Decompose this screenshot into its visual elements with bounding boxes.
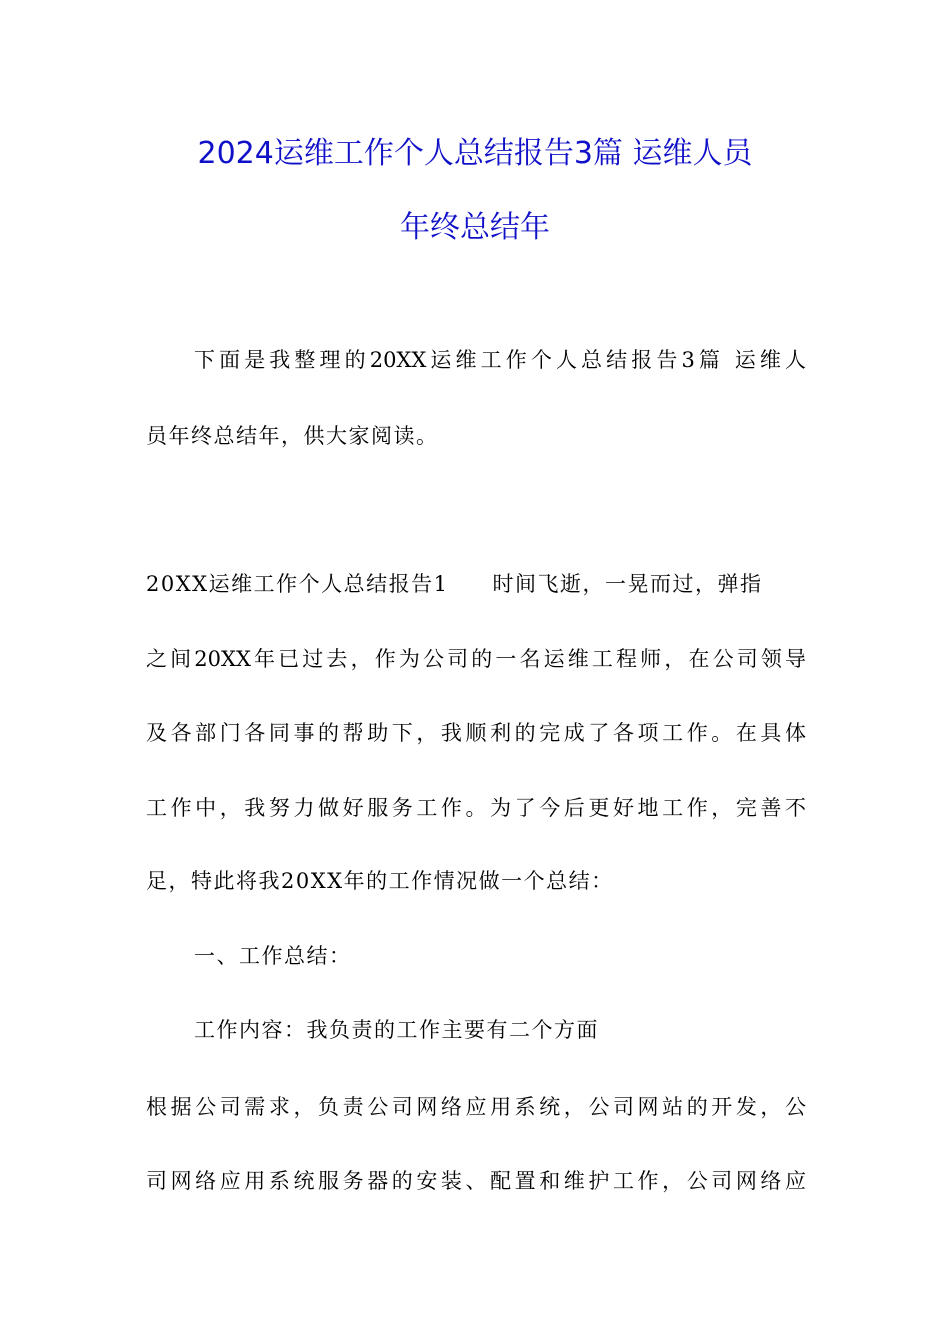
report-heading: 20XX运维工作个人总结报告1 xyxy=(146,572,449,596)
work-content-line: 工作内容：我负责的工作主要有二个方面 xyxy=(194,1018,599,1042)
intro-line-2: 员年终总结年，供大家阅读。 xyxy=(146,424,439,448)
body-line-3: 及各部门各同事的帮助下，我顺利的完成了各项工作。在具体 xyxy=(146,721,806,745)
detail-line-2: 司网络应用系统服务器的安装、配置和维护工作，公司网络应 xyxy=(146,1169,806,1193)
body-line-1: 时间飞逝，一晃而过，弹指 xyxy=(492,572,763,596)
body-line-5: 足，特此将我20XX年的工作情况做一个总结： xyxy=(146,869,614,893)
document-title-line-2: 年终总结年 xyxy=(400,210,550,245)
intro-line-1: 下面是我整理的20XX运维工作个人总结报告3篇 运维人 xyxy=(194,348,806,372)
document-title-line-1: 2024运维工作个人总结报告3篇 运维人员 xyxy=(197,136,753,171)
body-line-4: 工作中，我努力做好服务工作。为了今后更好地工作，完善不 xyxy=(146,796,806,820)
detail-line-1: 根据公司需求，负责公司网络应用系统，公司网站的开发，公 xyxy=(146,1095,806,1119)
section-heading: 一、工作总结： xyxy=(194,944,352,968)
body-line-2: 之间20XX年已过去，作为公司的一名运维工程师，在公司领导 xyxy=(146,647,806,671)
report-1-first-line xyxy=(146,569,806,599)
